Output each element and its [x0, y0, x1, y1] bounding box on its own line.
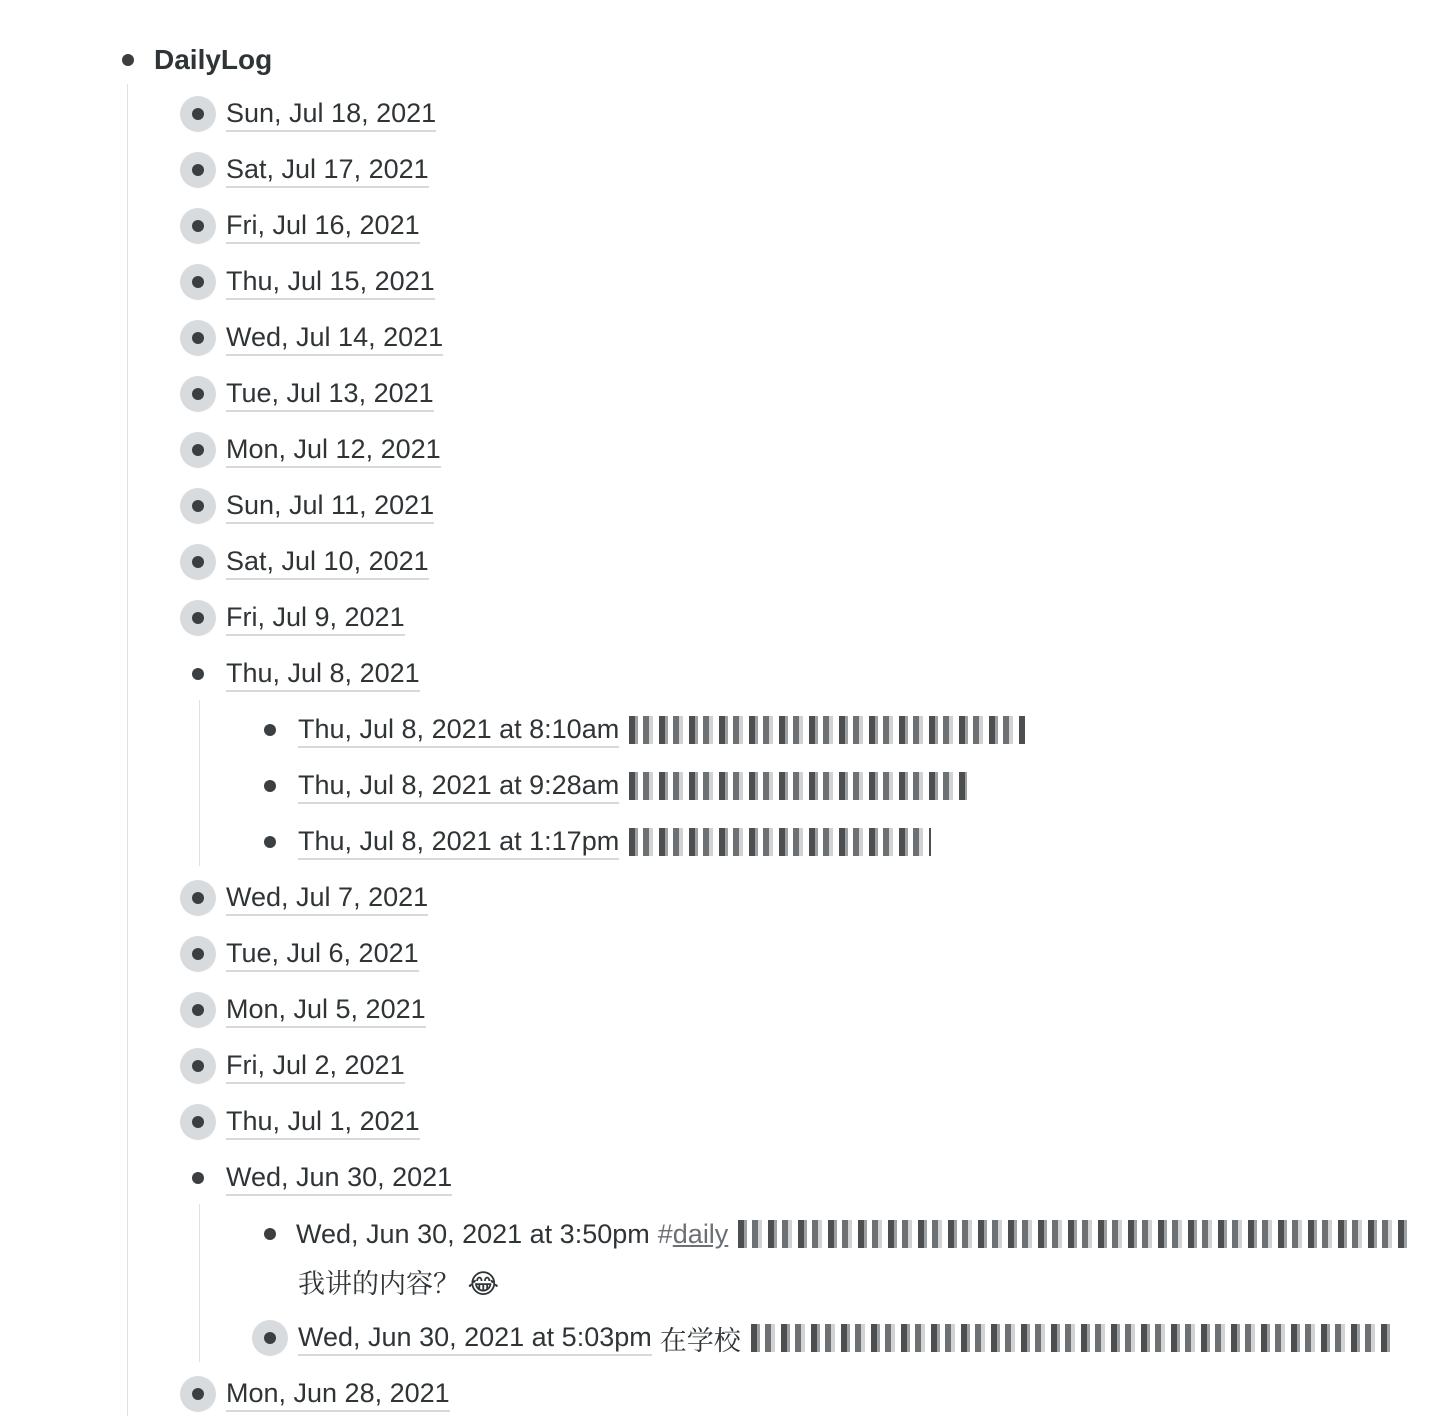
- bullet-dot-icon: [192, 1388, 204, 1400]
- collapsed-bullet[interactable]: [180, 264, 216, 300]
- list-item-entry: [252, 1314, 1391, 1362]
- bullet-dot-icon: [192, 556, 204, 568]
- day-link[interactable]: Thu, Jul 15, 2021: [226, 264, 435, 300]
- day-link[interactable]: Wed, Jul 7, 2021: [226, 880, 428, 916]
- bullet-dot-icon: [192, 668, 204, 680]
- list-item-day: [180, 986, 426, 1034]
- collapsed-bullet[interactable]: [180, 992, 216, 1028]
- day-link[interactable]: Wed, Jun 30, 2021: [226, 1160, 452, 1196]
- tag-name: daily: [672, 1218, 729, 1249]
- redacted-text: [629, 716, 1025, 744]
- bullet-dot-icon: [192, 108, 204, 120]
- root-title[interactable]: DailyLog: [154, 44, 273, 75]
- list-item-day: [180, 1370, 450, 1418]
- bullet-dot-icon: [122, 54, 134, 66]
- entry-continuation: 我讲的内容？ 😂: [298, 1269, 500, 1299]
- day-link[interactable]: Mon, Jun 28, 2021: [226, 1376, 450, 1412]
- root-node: [110, 40, 272, 80]
- list-item-day: [180, 650, 420, 698]
- list-item-day: [180, 874, 428, 922]
- day-link[interactable]: Sun, Jul 11, 2021: [226, 488, 434, 524]
- day-link[interactable]: Mon, Jul 5, 2021: [226, 992, 426, 1028]
- entry-bullet[interactable]: [252, 824, 288, 860]
- bullet-dot-icon: [192, 332, 204, 344]
- expanded-bullet[interactable]: [180, 1160, 216, 1196]
- list-item-entry: [252, 706, 1025, 754]
- tag-hash: #: [657, 1218, 673, 1249]
- bullet-dot-icon: [192, 892, 204, 904]
- list-item-day: [180, 202, 420, 250]
- bullet-dot-icon: [192, 500, 204, 512]
- root-guide-line: [127, 84, 128, 1416]
- bullet-dot-icon: [192, 388, 204, 400]
- collapsed-bullet[interactable]: [180, 208, 216, 244]
- day-link[interactable]: Mon, Jul 12, 2021: [226, 432, 441, 468]
- day-link[interactable]: Tue, Jul 6, 2021: [226, 936, 419, 972]
- redacted-text: [629, 772, 967, 800]
- day-link[interactable]: Fri, Jul 16, 2021: [226, 208, 420, 244]
- list-item-day: [180, 258, 435, 306]
- root-bullet[interactable]: [110, 42, 146, 78]
- entry-timestamp: Wed, Jun 30, 2021 at 3:50pm: [296, 1218, 650, 1249]
- entry-text: 在学校: [659, 1325, 741, 1356]
- expanded-bullet[interactable]: [180, 656, 216, 692]
- entry-bullet[interactable]: [252, 1216, 288, 1252]
- collapsed-bullet[interactable]: [180, 320, 216, 356]
- collapsed-bullet[interactable]: [180, 1376, 216, 1412]
- entry-bullet[interactable]: [252, 768, 288, 804]
- collapsed-bullet[interactable]: [180, 488, 216, 524]
- collapsed-bullet[interactable]: [180, 152, 216, 188]
- bullet-dot-icon: [192, 948, 204, 960]
- collapsed-bullet[interactable]: [180, 96, 216, 132]
- bullet-dot-icon: [192, 612, 204, 624]
- collapsed-bullet[interactable]: [180, 880, 216, 916]
- collapsed-bullet[interactable]: [180, 1104, 216, 1140]
- list-item-day: [180, 90, 436, 138]
- bullet-dot-icon: [192, 1060, 204, 1072]
- day-link[interactable]: Thu, Jul 1, 2021: [226, 1104, 420, 1140]
- bullet-dot-icon: [264, 1332, 276, 1344]
- jun30-guide-line: [199, 1204, 200, 1362]
- entry-bullet[interactable]: [252, 712, 288, 748]
- bullet-dot-icon: [192, 220, 204, 232]
- day-link[interactable]: Tue, Jul 13, 2021: [226, 376, 434, 412]
- list-item-day: [180, 1098, 420, 1146]
- list-item-day: [180, 930, 419, 978]
- list-item-day: [180, 538, 429, 586]
- redacted-text: [629, 828, 931, 856]
- list-item-day: [180, 594, 405, 642]
- entry-timestamp-link[interactable]: Wed, Jun 30, 2021 at 5:03pm: [298, 1320, 652, 1356]
- entry-timestamp-link[interactable]: Thu, Jul 8, 2021 at 1:17pm: [298, 824, 619, 860]
- list-item-entry: [252, 818, 931, 866]
- bullet-dot-icon: [264, 724, 276, 736]
- list-item-day: [180, 370, 434, 418]
- list-item-entry: [252, 1210, 1408, 1258]
- day-link[interactable]: Sat, Jul 17, 2021: [226, 152, 429, 188]
- bullet-dot-icon: [192, 1004, 204, 1016]
- redacted-text: [751, 1324, 1391, 1352]
- jul8-guide-line: [199, 700, 200, 866]
- list-item-day: [180, 146, 429, 194]
- list-item-day: [180, 426, 441, 474]
- bullet-dot-icon: [264, 780, 276, 792]
- bullet-dot-icon: [192, 276, 204, 288]
- bullet-dot-icon: [264, 1228, 276, 1240]
- bullet-dot-icon: [264, 836, 276, 848]
- day-link[interactable]: Sun, Jul 18, 2021: [226, 96, 436, 132]
- entry-timestamp-link[interactable]: Thu, Jul 8, 2021 at 8:10am: [298, 712, 619, 748]
- list-item-entry: [252, 762, 967, 810]
- bullet-dot-icon: [192, 1116, 204, 1128]
- bullet-dot-icon: [192, 444, 204, 456]
- list-item-day: [180, 314, 443, 362]
- tag-daily[interactable]: [658, 1219, 729, 1250]
- list-item-day: [180, 1042, 405, 1090]
- list-item-day: [180, 1154, 452, 1202]
- list-item-day: [180, 482, 434, 530]
- day-link[interactable]: Thu, Jul 8, 2021: [226, 656, 420, 692]
- entry-timestamp-link[interactable]: Thu, Jul 8, 2021 at 9:28am: [298, 768, 619, 804]
- collapsed-bullet[interactable]: [180, 432, 216, 468]
- day-link[interactable]: Sat, Jul 10, 2021: [226, 544, 429, 580]
- collapsed-bullet[interactable]: [180, 936, 216, 972]
- bullet-dot-icon: [192, 1172, 204, 1184]
- redacted-text: [738, 1220, 1408, 1248]
- collapsed-bullet[interactable]: [180, 1048, 216, 1084]
- day-link[interactable]: Fri, Jul 9, 2021: [226, 600, 405, 636]
- day-link[interactable]: Wed, Jul 14, 2021: [226, 320, 443, 356]
- collapsed-bullet[interactable]: [180, 600, 216, 636]
- collapsed-bullet[interactable]: [180, 544, 216, 580]
- collapsed-bullet[interactable]: [252, 1320, 288, 1356]
- day-link[interactable]: Fri, Jul 2, 2021: [226, 1048, 405, 1084]
- bullet-dot-icon: [192, 164, 204, 176]
- collapsed-bullet[interactable]: [180, 376, 216, 412]
